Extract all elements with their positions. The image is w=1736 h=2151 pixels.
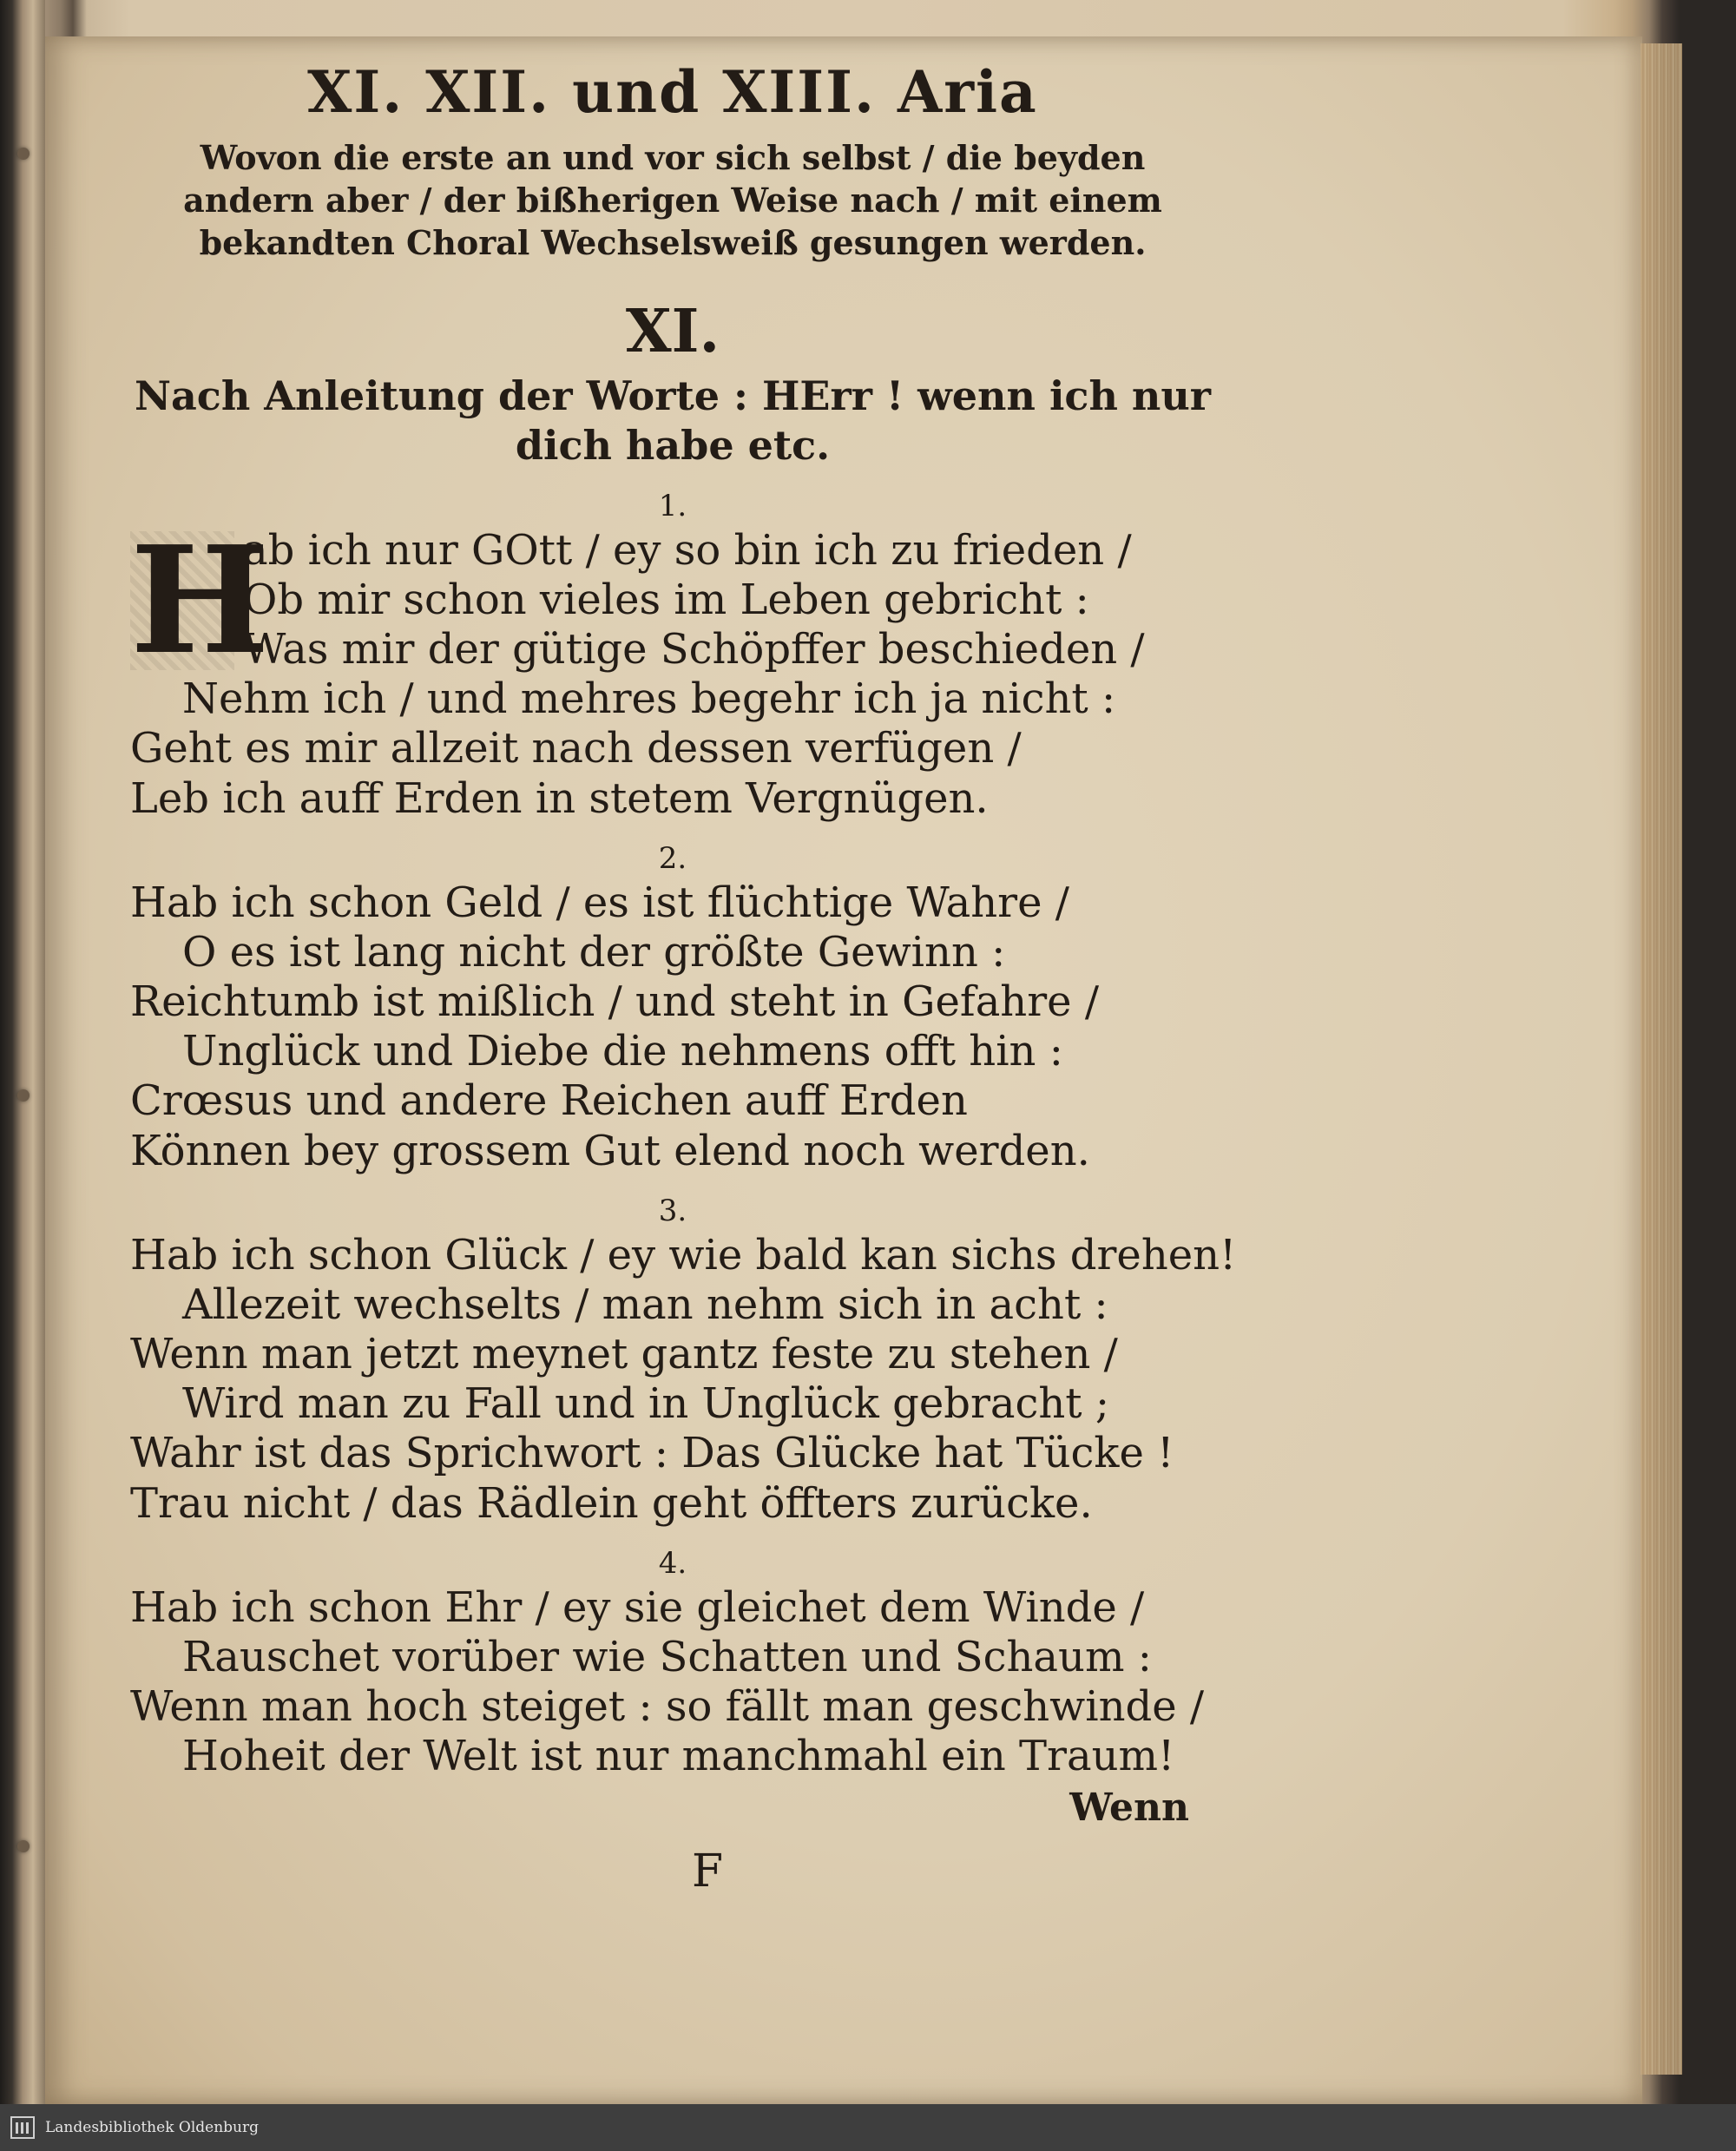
stanza-number: 2. xyxy=(658,840,687,876)
verse-line: Geht es mir allzeit nach dessen verfügen / xyxy=(130,724,1022,773)
aria-subtitle: Wovon die erste an und vor sich selbst / die beyden andern aber / der bißherigen Weise nach / mit einem bekandten Choral Wechselsweiß gesungen werden. xyxy=(183,137,1162,263)
verse-line: Wahr ist das Sprichwort : Das Glücke hat Tücke ! xyxy=(130,1429,1174,1478)
verse-line: Rauschet vorüber wie Schatten und Schaum : xyxy=(182,1633,1152,1682)
verse-line: Nehm ich / und mehres begehr ich ja nicht : xyxy=(182,674,1116,724)
stanza-number: 3. xyxy=(658,1193,687,1228)
section-instruction: Nach Anleitung der Worte : HErr ! wenn ich nur dich habe etc. xyxy=(134,372,1212,470)
verse-line: ab ich nur GOtt / ey so bin ich zu frieden / xyxy=(243,525,1132,575)
library-name: Landesbibliothek Oldenburg xyxy=(45,2119,260,2136)
verse-line: Hab ich schon Glück / ey wie bald kan sichs drehen! xyxy=(130,1231,1237,1280)
left-page-edge xyxy=(0,0,45,2104)
footer-bar xyxy=(0,2104,1736,2151)
stanza-number: 4. xyxy=(658,1545,687,1581)
verse-line: Ob mir schon vieles im Leben gebricht : xyxy=(243,576,1089,625)
verse-line: O es ist lang nicht der größte Gewinn : xyxy=(182,928,1006,977)
verse-line: Hoheit der Welt ist nur manchmahl ein Traum! xyxy=(182,1732,1175,1781)
verse-line: Hab ich schon Ehr / ey sie gleichet dem Winde / xyxy=(130,1583,1145,1633)
verse-line: Allezeit wechselts / man nehm sich in acht : xyxy=(182,1280,1108,1330)
binding-hole xyxy=(17,1840,30,1852)
signature-mark: F xyxy=(691,1845,724,1898)
verse-line: Wenn man jetzt meynet gantz feste zu stehen / xyxy=(130,1330,1118,1379)
library-building-icon xyxy=(10,2116,35,2139)
stanza-1 xyxy=(130,513,1215,824)
section-number: XI. xyxy=(625,296,720,366)
aria-title: XI. XII. und XIII. Aria xyxy=(307,58,1038,126)
verse-line: Wird man zu Fall und in Unglück gebracht ; xyxy=(182,1379,1110,1429)
catchword: Wenn xyxy=(1069,1785,1189,1830)
verse-line: Hab ich schon Geld / es ist flüchtige Wahre / xyxy=(130,878,1069,927)
page-text xyxy=(130,58,1237,1898)
stanza-4 xyxy=(130,1583,1215,1781)
verse-line: Was mir der gütige Schöpffer beschieden / xyxy=(243,625,1145,674)
page-edges xyxy=(1641,43,1682,2075)
verse-line: Leb ich auff Erden in stetem Vergnügen. xyxy=(130,773,989,823)
stanza-2 xyxy=(130,878,1215,1176)
binding-hole xyxy=(17,1089,30,1102)
stanza-number: 1. xyxy=(658,488,687,523)
verse-line: Trau nicht / das Rädlein geht öffters zurücke. xyxy=(130,1478,1093,1528)
stanza-3 xyxy=(130,1231,1237,1529)
verse-line: Können bey grossem Gut elend noch werden. xyxy=(130,1126,1090,1175)
drop-cap: H xyxy=(130,513,270,687)
binding-hole xyxy=(17,148,30,160)
verse-line: Crœsus und andere Reichen auff Erden xyxy=(130,1076,968,1126)
verse-line: Unglück und Diebe die nehmens offt hin : xyxy=(182,1027,1063,1076)
verse-line: Wenn man hoch steiget : so fällt man geschwinde / xyxy=(130,1682,1205,1732)
verse-line: Reichtumb ist mißlich / und steht in Gefahre / xyxy=(130,977,1099,1027)
